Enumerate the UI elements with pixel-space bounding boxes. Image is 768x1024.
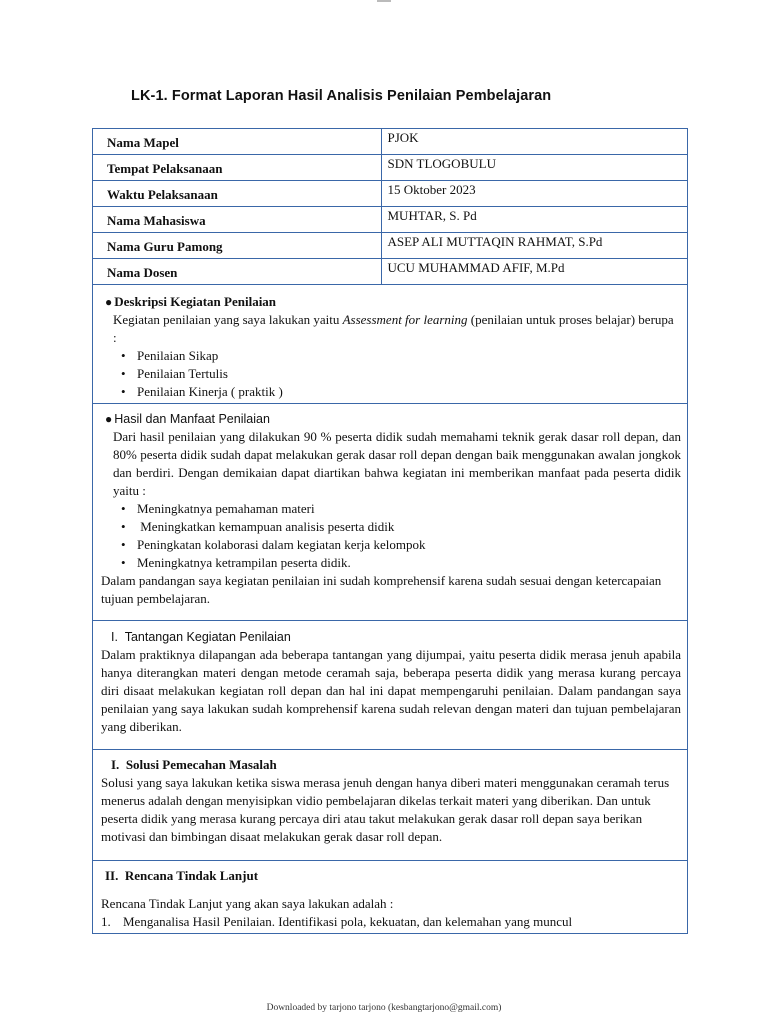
report-form <box>92 128 688 934</box>
info-label: Nama Mapel <box>93 129 381 155</box>
deskripsi-intro <box>105 311 679 347</box>
list-item: • Penilaian Sikap <box>137 347 679 365</box>
info-label: Nama Guru Pamong <box>93 233 381 259</box>
tantangan-heading-row <box>101 628 681 646</box>
info-label: Nama Mahasiswa <box>93 207 381 233</box>
deskripsi-intro-italic: Assessment for learning <box>342 312 468 327</box>
info-label: Tempat Pelaksanaan <box>93 155 381 181</box>
tantangan-number: I. <box>111 630 118 644</box>
info-value: MUHTAR, S. Pd <box>381 207 687 233</box>
deskripsi-intro-prefix: Kegiatan penilaian yang saya lakukan yaitu <box>113 312 343 327</box>
info-label: Waktu Pelaksanaan <box>93 181 381 207</box>
info-value: UCU MUHAMMAD AFIF, M.Pd <box>381 259 687 285</box>
rencana-item <box>101 913 681 931</box>
info-label: Nama Dosen <box>93 259 381 285</box>
info-row <box>93 129 687 155</box>
rencana-number: II. <box>105 868 119 883</box>
document-title: LK-1. Format Laporan Hasil Analisis Penilaian Pembelajaran <box>131 88 552 104</box>
info-row <box>93 207 687 233</box>
section-rencana <box>93 861 687 933</box>
deskripsi-heading: Deskripsi Kegiatan Penilaian <box>114 294 277 309</box>
info-value: 15 Oktober 2023 <box>381 181 687 207</box>
section-hasil <box>93 404 687 621</box>
info-value: SDN TLOGOBULU <box>381 155 687 181</box>
list-item: • Peningkatan kolaborasi dalam kegiatan kerja kelompok <box>137 536 681 554</box>
deskripsi-heading-row <box>105 293 679 311</box>
info-value: ASEP ALI MUTTAQIN RAHMAT, S.Pd <box>381 233 687 259</box>
rencana-item-number: 1. <box>101 914 111 929</box>
bullet-icon: ● <box>105 412 113 426</box>
solusi-heading-row <box>101 756 681 774</box>
list-item: • Meningkatkan kemampuan analisis peserta didik <box>137 518 681 536</box>
solusi-heading: Solusi Pemecahan Masalah <box>125 757 277 772</box>
info-value: PJOK <box>381 129 687 155</box>
info-row <box>93 233 687 259</box>
hasil-closing: Dalam pandangan saya kegiatan penilaian ini sudah komprehensif karena sudah sesuai dengan ketercapaian tujuan pembelajaran. <box>101 573 662 606</box>
list-item: • Penilaian Kinerja ( praktik ) <box>137 383 679 401</box>
list-item: • Meningkatnya ketrampilan peserta didik. <box>137 554 681 572</box>
solusi-number: I. <box>111 757 120 772</box>
tantangan-heading: Tantangan Kegiatan Penilaian <box>124 630 291 644</box>
page-top-mark <box>377 0 391 2</box>
rencana-heading: Rencana Tindak Lanjut <box>124 868 259 883</box>
hasil-list <box>101 500 681 572</box>
list-item: • Meningkatnya pemahaman materi <box>137 500 681 518</box>
tantangan-paragraph: Dalam praktiknya dilapangan ada beberapa tantangan yang dijumpai, yaitu peserta didik merasa jenuh apabila hanya diterangkan materi dengan metode ceramah saja, beberapa peserta didik yang merasa kurang percaya diri disaat melakukan kegiatan roll depan dan hal ini dapat mempengaruhi penilaian. Dalam pandangan saya penilaian yang saya lakukan sudah komprehensif karena sudah relevan dengan materi dan tujuan pembelajaran yang diberikan. <box>101 647 681 734</box>
info-row <box>93 181 687 207</box>
deskripsi-list <box>105 347 679 401</box>
info-row <box>93 155 687 181</box>
bullet-icon: ● <box>105 295 113 309</box>
info-row <box>93 259 687 285</box>
hasil-heading-row <box>101 410 681 428</box>
solusi-paragraph: Solusi yang saya lakukan ketika siswa merasa jenuh dengan hanya diberi materi menggunakan ceramah terus menerus adalah dengan menyisipkan vidio pembelajaran dikelas terkait materi yang diberikan. Dan untuk peserta didik yang merasa kurang percaya diri atau takut melakukan gerak dasar roll depan saya berikan motivasi dan bimbingan disaat melakukan gerak dasar roll depan. <box>101 775 670 844</box>
rencana-intro: Rencana Tindak Lanjut yang akan saya lakukan adalah : <box>101 896 394 911</box>
hasil-heading: Hasil dan Manfaat Penilaian <box>114 412 270 426</box>
download-footer: Downloaded by tarjono tarjono (kesbangtarjono@gmail.com) <box>266 1003 502 1013</box>
section-solusi <box>93 750 687 861</box>
list-item: • Penilaian Tertulis <box>137 365 679 383</box>
rencana-item-text: Menganalisa Hasil Penilaian. Identifikasi pola, kekuatan, dan kelemahan yang muncul <box>123 914 573 929</box>
rencana-heading-row <box>101 867 681 885</box>
section-tantangan <box>93 621 687 750</box>
info-table <box>93 129 687 285</box>
hasil-paragraph: Dari hasil penilaian yang dilakukan 90 % peserta didik sudah memahami teknik gerak dasar roll depan, dan 80% peserta didik sudah dapat melakukan gerak dasar roll depan dengan baik menggunakan awalan jongkok dan berdiri. Dengan demikaian dapat diartikan bahwa kegiatan ini memberikan manfaat pada peserta didik yaitu : <box>113 429 681 498</box>
deskripsi-intro-suffix: (penilaian untuk proses belajar) berupa : <box>113 312 674 345</box>
section-deskripsi <box>93 285 687 404</box>
